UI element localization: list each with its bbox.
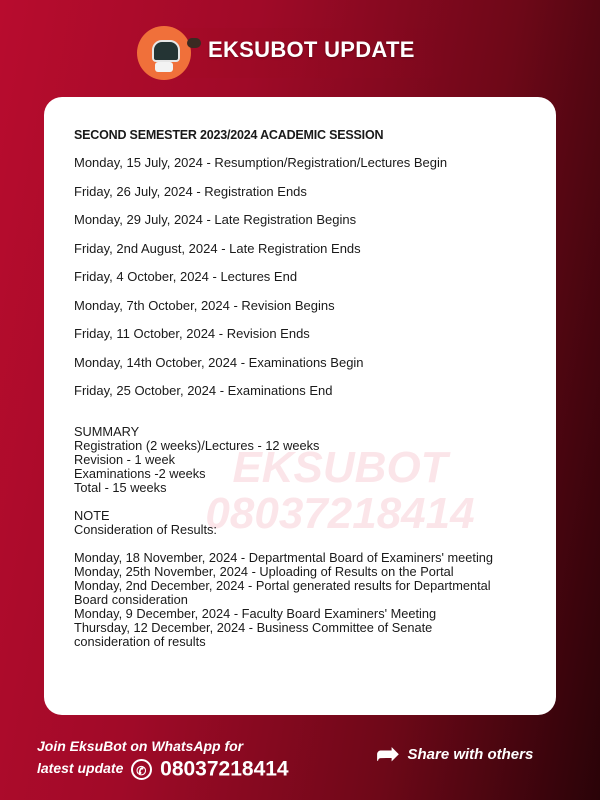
academic-calendar [74, 128, 544, 649]
summary-line: Revision - 1 week [74, 451, 175, 467]
join-text-2: latest update [37, 760, 124, 776]
whatsapp-phone-link[interactable]: 08037218414 [160, 757, 289, 781]
watermark-phone: 08037218414 [205, 489, 475, 538]
join-text: Join EksuBot on WhatsApp for [37, 738, 244, 754]
whatsapp-promo [37, 735, 289, 780]
summary-line: Examinations -2 weeks [74, 465, 206, 481]
note-line: Monday, 25th November, 2024 - Uploading of Results on the Portal [74, 563, 454, 579]
calendar-event: Monday, 29 July, 2024 - Late Registration Begins [74, 212, 357, 227]
calendar-event: Monday, 14th October, 2024 - Examinations Begin [74, 354, 364, 370]
calendar-heading: SECOND SEMESTER 2023/2024 ACADEMIC SESSION [74, 128, 384, 142]
note-line: Monday, 18 November, 2024 - Departmental Board of Examiners' meeting [74, 549, 494, 565]
calendar-event: Friday, 11 October, 2024 - Revision Ends [74, 326, 310, 341]
summary-line: Registration (2 weeks)/Lectures - 12 weeks [74, 437, 320, 453]
calendar-event: Monday, 7th October, 2024 - Revision Begins [74, 297, 335, 313]
chat-bubble-icon [187, 38, 201, 48]
calendar-event: Monday, 15 July, 2024 - Resumption/Registration/Lectures Begin [74, 155, 448, 170]
share-button[interactable] [376, 740, 533, 768]
note-line: Monday, 9 December, 2024 - Faculty Board Examiners' Meeting [74, 605, 437, 621]
summary-section [74, 425, 544, 495]
share-arrow-icon: ➦ [376, 738, 400, 769]
watermark-name: EKSUBOT [232, 443, 448, 492]
note-subtitle: Consideration of Results: [74, 521, 217, 537]
page-title: EKSUBOT UPDATE [208, 37, 415, 62]
robot-face [152, 40, 180, 62]
summary-title: SUMMARY [74, 423, 140, 439]
note-title: NOTE [74, 507, 110, 523]
calendar-event: Friday, 26 July, 2024 - Registration Ends [74, 183, 307, 199]
calendar-event: Friday, 25 October, 2024 - Examinations End [74, 383, 333, 398]
robot-body [155, 62, 173, 72]
calendar-event: Friday, 2nd August, 2024 - Late Registration Ends [74, 240, 361, 256]
share-label: Share with others [407, 745, 534, 763]
note-section [74, 509, 544, 649]
whatsapp-icon [131, 759, 152, 780]
note-line: Thursday, 12 December, 2024 - Business Committee of Senate consideration of results [74, 619, 433, 649]
robot-icon [137, 26, 191, 80]
calendar-event: Friday, 4 October, 2024 - Lectures End [74, 269, 298, 284]
note-line: Monday, 2nd December, 2024 - Portal generated results for Departmental Board consideration [74, 577, 491, 607]
summary-line: Total - 15 weeks [74, 479, 167, 495]
